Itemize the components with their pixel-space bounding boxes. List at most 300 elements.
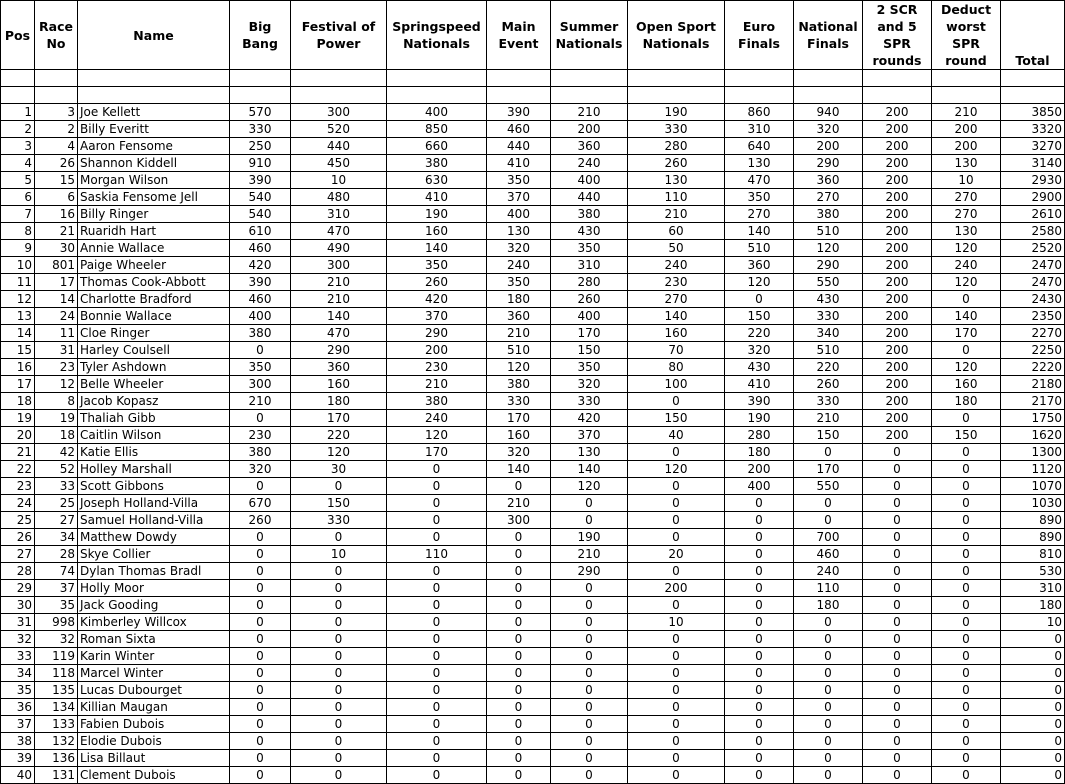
cell-name[interactable]: Roman Sixta — [78, 631, 230, 648]
cell-euro-finals[interactable]: 350 — [725, 189, 794, 206]
cell-race-no[interactable]: 42 — [35, 444, 78, 461]
cell-total[interactable]: 0 — [1001, 750, 1065, 767]
cell-open-sport-nationals[interactable]: 330 — [628, 121, 725, 138]
cell-pos[interactable]: 23 — [1, 478, 35, 495]
cell-euro-finals[interactable]: 310 — [725, 121, 794, 138]
cell-main-event[interactable]: 0 — [487, 648, 551, 665]
blank-cell[interactable] — [78, 70, 230, 87]
cell-big-bang[interactable]: 0 — [230, 631, 291, 648]
cell-deduct-worst[interactable]: 0 — [932, 546, 1001, 563]
blank-cell[interactable] — [230, 87, 291, 104]
cell-festival-of-power[interactable]: 330 — [291, 512, 387, 529]
cell-pos[interactable]: 12 — [1, 291, 35, 308]
cell-name[interactable]: Matthew Dowdy — [78, 529, 230, 546]
cell-main-event[interactable]: 370 — [487, 189, 551, 206]
cell-total[interactable]: 2520 — [1001, 240, 1065, 257]
cell-deduct-worst[interactable]: 0 — [932, 733, 1001, 750]
cell-scr-spr-rounds[interactable]: 200 — [863, 240, 932, 257]
cell-springspeed-nationals[interactable]: 0 — [387, 699, 487, 716]
cell-summer-nationals[interactable]: 240 — [551, 155, 628, 172]
blank-cell[interactable] — [794, 70, 863, 87]
cell-pos[interactable]: 22 — [1, 461, 35, 478]
cell-pos[interactable]: 24 — [1, 495, 35, 512]
cell-race-no[interactable]: 8 — [35, 393, 78, 410]
cell-summer-nationals[interactable]: 420 — [551, 410, 628, 427]
cell-summer-nationals[interactable]: 290 — [551, 563, 628, 580]
blank-cell[interactable] — [863, 70, 932, 87]
cell-main-event[interactable]: 380 — [487, 376, 551, 393]
cell-springspeed-nationals[interactable]: 0 — [387, 665, 487, 682]
cell-pos[interactable]: 25 — [1, 512, 35, 529]
cell-euro-finals[interactable]: 470 — [725, 172, 794, 189]
cell-summer-nationals[interactable]: 0 — [551, 495, 628, 512]
cell-main-event[interactable]: 140 — [487, 461, 551, 478]
cell-deduct-worst[interactable]: 0 — [932, 631, 1001, 648]
cell-euro-finals[interactable]: 0 — [725, 631, 794, 648]
blank-cell[interactable] — [78, 87, 230, 104]
cell-summer-nationals[interactable]: 130 — [551, 444, 628, 461]
cell-open-sport-nationals[interactable]: 0 — [628, 631, 725, 648]
cell-race-no[interactable]: 18 — [35, 427, 78, 444]
cell-big-bang[interactable]: 0 — [230, 648, 291, 665]
cell-national-finals[interactable]: 210 — [794, 410, 863, 427]
cell-deduct-worst[interactable]: 160 — [932, 376, 1001, 393]
cell-festival-of-power[interactable]: 490 — [291, 240, 387, 257]
cell-festival-of-power[interactable]: 300 — [291, 257, 387, 274]
cell-main-event[interactable]: 0 — [487, 580, 551, 597]
cell-national-finals[interactable]: 120 — [794, 240, 863, 257]
cell-open-sport-nationals[interactable]: 70 — [628, 342, 725, 359]
cell-open-sport-nationals[interactable]: 20 — [628, 546, 725, 563]
cell-pos[interactable]: 38 — [1, 733, 35, 750]
cell-race-no[interactable]: 15 — [35, 172, 78, 189]
cell-big-bang[interactable]: 250 — [230, 138, 291, 155]
cell-pos[interactable]: 26 — [1, 529, 35, 546]
cell-name[interactable]: Billy Everitt — [78, 121, 230, 138]
blank-cell[interactable] — [35, 70, 78, 87]
cell-pos[interactable]: 18 — [1, 393, 35, 410]
cell-big-bang[interactable]: 0 — [230, 546, 291, 563]
cell-scr-spr-rounds[interactable]: 200 — [863, 342, 932, 359]
cell-total[interactable]: 2350 — [1001, 308, 1065, 325]
header-springspeed-nationals[interactable]: Springspeed Nationals — [387, 1, 487, 70]
cell-festival-of-power[interactable]: 0 — [291, 478, 387, 495]
cell-scr-spr-rounds[interactable]: 200 — [863, 376, 932, 393]
cell-scr-spr-rounds[interactable]: 200 — [863, 410, 932, 427]
cell-name[interactable]: Elodie Dubois — [78, 733, 230, 750]
cell-race-no[interactable]: 19 — [35, 410, 78, 427]
cell-scr-spr-rounds[interactable]: 0 — [863, 648, 932, 665]
cell-springspeed-nationals[interactable]: 140 — [387, 240, 487, 257]
cell-festival-of-power[interactable]: 310 — [291, 206, 387, 223]
cell-summer-nationals[interactable]: 0 — [551, 665, 628, 682]
cell-open-sport-nationals[interactable]: 110 — [628, 189, 725, 206]
cell-pos[interactable]: 36 — [1, 699, 35, 716]
cell-deduct-worst[interactable]: 0 — [932, 767, 1001, 784]
cell-race-no[interactable]: 21 — [35, 223, 78, 240]
cell-pos[interactable]: 35 — [1, 682, 35, 699]
cell-name[interactable]: Lisa Billaut — [78, 750, 230, 767]
cell-springspeed-nationals[interactable]: 850 — [387, 121, 487, 138]
cell-summer-nationals[interactable]: 350 — [551, 240, 628, 257]
cell-summer-nationals[interactable]: 150 — [551, 342, 628, 359]
cell-big-bang[interactable]: 0 — [230, 733, 291, 750]
cell-summer-nationals[interactable]: 0 — [551, 597, 628, 614]
cell-open-sport-nationals[interactable]: 0 — [628, 529, 725, 546]
cell-pos[interactable]: 4 — [1, 155, 35, 172]
cell-summer-nationals[interactable]: 440 — [551, 189, 628, 206]
cell-deduct-worst[interactable]: 0 — [932, 444, 1001, 461]
cell-pos[interactable]: 28 — [1, 563, 35, 580]
cell-festival-of-power[interactable]: 120 — [291, 444, 387, 461]
cell-race-no[interactable]: 135 — [35, 682, 78, 699]
cell-total[interactable]: 0 — [1001, 682, 1065, 699]
cell-race-no[interactable]: 24 — [35, 308, 78, 325]
cell-festival-of-power[interactable]: 0 — [291, 597, 387, 614]
cell-euro-finals[interactable]: 410 — [725, 376, 794, 393]
cell-total[interactable]: 530 — [1001, 563, 1065, 580]
blank-cell[interactable] — [230, 70, 291, 87]
cell-total[interactable]: 2180 — [1001, 376, 1065, 393]
cell-big-bang[interactable]: 320 — [230, 461, 291, 478]
cell-total[interactable]: 2220 — [1001, 359, 1065, 376]
cell-open-sport-nationals[interactable]: 0 — [628, 393, 725, 410]
cell-big-bang[interactable]: 610 — [230, 223, 291, 240]
cell-race-no[interactable]: 52 — [35, 461, 78, 478]
cell-main-event[interactable]: 180 — [487, 291, 551, 308]
cell-national-finals[interactable]: 270 — [794, 189, 863, 206]
cell-open-sport-nationals[interactable]: 0 — [628, 648, 725, 665]
cell-main-event[interactable]: 0 — [487, 631, 551, 648]
blank-cell[interactable] — [387, 87, 487, 104]
cell-pos[interactable]: 27 — [1, 546, 35, 563]
cell-open-sport-nationals[interactable]: 0 — [628, 444, 725, 461]
cell-race-no[interactable]: 17 — [35, 274, 78, 291]
cell-name[interactable]: Morgan Wilson — [78, 172, 230, 189]
cell-deduct-worst[interactable]: 0 — [932, 597, 1001, 614]
cell-summer-nationals[interactable]: 260 — [551, 291, 628, 308]
cell-summer-nationals[interactable]: 330 — [551, 393, 628, 410]
cell-big-bang[interactable]: 260 — [230, 512, 291, 529]
cell-national-finals[interactable]: 220 — [794, 359, 863, 376]
cell-pos[interactable]: 37 — [1, 716, 35, 733]
header-big-bang[interactable]: Big Bang — [230, 1, 291, 70]
cell-total[interactable]: 2580 — [1001, 223, 1065, 240]
cell-big-bang[interactable]: 0 — [230, 410, 291, 427]
cell-festival-of-power[interactable]: 300 — [291, 104, 387, 121]
cell-deduct-worst[interactable]: 0 — [932, 512, 1001, 529]
cell-euro-finals[interactable]: 150 — [725, 308, 794, 325]
cell-name[interactable]: Samuel Holland-Villa — [78, 512, 230, 529]
cell-springspeed-nationals[interactable]: 0 — [387, 461, 487, 478]
cell-deduct-worst[interactable]: 0 — [932, 614, 1001, 631]
header-pos[interactable]: Pos — [1, 1, 35, 70]
cell-summer-nationals[interactable]: 0 — [551, 648, 628, 665]
cell-main-event[interactable]: 0 — [487, 614, 551, 631]
cell-deduct-worst[interactable]: 0 — [932, 495, 1001, 512]
blank-cell[interactable] — [1001, 70, 1065, 87]
cell-total[interactable]: 0 — [1001, 716, 1065, 733]
cell-race-no[interactable]: 136 — [35, 750, 78, 767]
cell-festival-of-power[interactable]: 440 — [291, 138, 387, 155]
cell-pos[interactable]: 39 — [1, 750, 35, 767]
cell-big-bang[interactable]: 0 — [230, 342, 291, 359]
cell-festival-of-power[interactable]: 0 — [291, 716, 387, 733]
cell-name[interactable]: Holley Marshall — [78, 461, 230, 478]
cell-scr-spr-rounds[interactable]: 200 — [863, 121, 932, 138]
cell-big-bang[interactable]: 0 — [230, 699, 291, 716]
cell-scr-spr-rounds[interactable]: 200 — [863, 172, 932, 189]
cell-euro-finals[interactable]: 0 — [725, 614, 794, 631]
cell-deduct-worst[interactable]: 0 — [932, 291, 1001, 308]
cell-deduct-worst[interactable]: 0 — [932, 461, 1001, 478]
cell-open-sport-nationals[interactable]: 260 — [628, 155, 725, 172]
cell-festival-of-power[interactable]: 290 — [291, 342, 387, 359]
cell-national-finals[interactable]: 0 — [794, 699, 863, 716]
cell-main-event[interactable]: 0 — [487, 767, 551, 784]
cell-festival-of-power[interactable]: 520 — [291, 121, 387, 138]
cell-deduct-worst[interactable]: 130 — [932, 223, 1001, 240]
cell-name[interactable]: Paige Wheeler — [78, 257, 230, 274]
cell-name[interactable]: Saskia Fensome Jell — [78, 189, 230, 206]
blank-cell[interactable] — [487, 87, 551, 104]
cell-springspeed-nationals[interactable]: 230 — [387, 359, 487, 376]
cell-race-no[interactable]: 4 — [35, 138, 78, 155]
cell-springspeed-nationals[interactable]: 210 — [387, 376, 487, 393]
cell-open-sport-nationals[interactable]: 190 — [628, 104, 725, 121]
cell-euro-finals[interactable]: 0 — [725, 512, 794, 529]
cell-pos[interactable]: 29 — [1, 580, 35, 597]
cell-scr-spr-rounds[interactable]: 200 — [863, 257, 932, 274]
cell-euro-finals[interactable]: 220 — [725, 325, 794, 342]
cell-main-event[interactable]: 300 — [487, 512, 551, 529]
cell-total[interactable]: 3320 — [1001, 121, 1065, 138]
cell-open-sport-nationals[interactable]: 10 — [628, 614, 725, 631]
cell-national-finals[interactable]: 510 — [794, 342, 863, 359]
cell-scr-spr-rounds[interactable]: 0 — [863, 733, 932, 750]
cell-scr-spr-rounds[interactable]: 200 — [863, 325, 932, 342]
cell-euro-finals[interactable]: 280 — [725, 427, 794, 444]
cell-race-no[interactable]: 30 — [35, 240, 78, 257]
cell-scr-spr-rounds[interactable]: 200 — [863, 359, 932, 376]
cell-springspeed-nationals[interactable]: 0 — [387, 512, 487, 529]
cell-scr-spr-rounds[interactable]: 0 — [863, 750, 932, 767]
cell-summer-nationals[interactable]: 0 — [551, 580, 628, 597]
cell-springspeed-nationals[interactable]: 0 — [387, 648, 487, 665]
cell-pos[interactable]: 11 — [1, 274, 35, 291]
cell-scr-spr-rounds[interactable]: 0 — [863, 614, 932, 631]
cell-name[interactable]: Fabien Dubois — [78, 716, 230, 733]
cell-national-finals[interactable]: 150 — [794, 427, 863, 444]
cell-euro-finals[interactable]: 0 — [725, 529, 794, 546]
cell-springspeed-nationals[interactable]: 0 — [387, 563, 487, 580]
cell-springspeed-nationals[interactable]: 0 — [387, 478, 487, 495]
cell-name[interactable]: Thaliah Gibb — [78, 410, 230, 427]
cell-springspeed-nationals[interactable]: 170 — [387, 444, 487, 461]
cell-scr-spr-rounds[interactable]: 200 — [863, 308, 932, 325]
cell-open-sport-nationals[interactable]: 0 — [628, 512, 725, 529]
cell-deduct-worst[interactable]: 200 — [932, 121, 1001, 138]
cell-big-bang[interactable]: 0 — [230, 767, 291, 784]
cell-deduct-worst[interactable]: 120 — [932, 359, 1001, 376]
cell-deduct-worst[interactable]: 0 — [932, 716, 1001, 733]
cell-euro-finals[interactable]: 0 — [725, 750, 794, 767]
cell-scr-spr-rounds[interactable]: 200 — [863, 206, 932, 223]
cell-euro-finals[interactable]: 0 — [725, 733, 794, 750]
header-summer-nationals[interactable]: Summer Nationals — [551, 1, 628, 70]
cell-big-bang[interactable]: 380 — [230, 444, 291, 461]
cell-deduct-worst[interactable]: 0 — [932, 580, 1001, 597]
cell-pos[interactable]: 6 — [1, 189, 35, 206]
cell-scr-spr-rounds[interactable]: 200 — [863, 393, 932, 410]
cell-big-bang[interactable]: 460 — [230, 240, 291, 257]
cell-springspeed-nationals[interactable]: 660 — [387, 138, 487, 155]
cell-big-bang[interactable]: 910 — [230, 155, 291, 172]
cell-euro-finals[interactable]: 0 — [725, 665, 794, 682]
cell-summer-nationals[interactable]: 280 — [551, 274, 628, 291]
cell-springspeed-nationals[interactable]: 290 — [387, 325, 487, 342]
cell-name[interactable]: Joe Kellett — [78, 104, 230, 121]
cell-national-finals[interactable]: 330 — [794, 393, 863, 410]
cell-euro-finals[interactable]: 360 — [725, 257, 794, 274]
cell-total[interactable]: 890 — [1001, 512, 1065, 529]
cell-national-finals[interactable]: 430 — [794, 291, 863, 308]
cell-springspeed-nationals[interactable]: 350 — [387, 257, 487, 274]
cell-total[interactable]: 2900 — [1001, 189, 1065, 206]
header-name[interactable]: Name — [78, 1, 230, 70]
cell-open-sport-nationals[interactable]: 0 — [628, 478, 725, 495]
cell-main-event[interactable]: 210 — [487, 325, 551, 342]
cell-festival-of-power[interactable]: 0 — [291, 563, 387, 580]
cell-scr-spr-rounds[interactable]: 200 — [863, 104, 932, 121]
cell-name[interactable]: Caitlin Wilson — [78, 427, 230, 444]
cell-springspeed-nationals[interactable]: 0 — [387, 767, 487, 784]
cell-festival-of-power[interactable]: 0 — [291, 699, 387, 716]
header-main-event[interactable]: Main Event — [487, 1, 551, 70]
cell-euro-finals[interactable]: 640 — [725, 138, 794, 155]
cell-race-no[interactable]: 23 — [35, 359, 78, 376]
cell-main-event[interactable]: 120 — [487, 359, 551, 376]
cell-name[interactable]: Tyler Ashdown — [78, 359, 230, 376]
blank-cell[interactable] — [863, 87, 932, 104]
cell-big-bang[interactable]: 540 — [230, 206, 291, 223]
cell-deduct-worst[interactable]: 10 — [932, 172, 1001, 189]
blank-cell[interactable] — [487, 70, 551, 87]
cell-main-event[interactable]: 0 — [487, 665, 551, 682]
cell-national-finals[interactable]: 510 — [794, 223, 863, 240]
cell-open-sport-nationals[interactable]: 0 — [628, 665, 725, 682]
cell-main-event[interactable]: 410 — [487, 155, 551, 172]
cell-summer-nationals[interactable]: 0 — [551, 767, 628, 784]
cell-festival-of-power[interactable]: 210 — [291, 291, 387, 308]
cell-deduct-worst[interactable]: 0 — [932, 478, 1001, 495]
cell-name[interactable]: Lucas Dubourget — [78, 682, 230, 699]
cell-open-sport-nationals[interactable]: 40 — [628, 427, 725, 444]
cell-summer-nationals[interactable]: 0 — [551, 512, 628, 529]
cell-national-finals[interactable]: 0 — [794, 444, 863, 461]
cell-name[interactable]: Joseph Holland-Villa — [78, 495, 230, 512]
cell-main-event[interactable]: 170 — [487, 410, 551, 427]
cell-springspeed-nationals[interactable]: 380 — [387, 155, 487, 172]
cell-euro-finals[interactable]: 0 — [725, 291, 794, 308]
cell-total[interactable]: 2270 — [1001, 325, 1065, 342]
cell-main-event[interactable]: 0 — [487, 699, 551, 716]
cell-main-event[interactable]: 0 — [487, 546, 551, 563]
header-total[interactable]: Total — [1001, 1, 1065, 70]
cell-main-event[interactable]: 0 — [487, 733, 551, 750]
cell-name[interactable]: Skye Collier — [78, 546, 230, 563]
cell-big-bang[interactable]: 670 — [230, 495, 291, 512]
cell-open-sport-nationals[interactable]: 280 — [628, 138, 725, 155]
cell-springspeed-nationals[interactable]: 410 — [387, 189, 487, 206]
cell-pos[interactable]: 30 — [1, 597, 35, 614]
cell-race-no[interactable]: 801 — [35, 257, 78, 274]
cell-name[interactable]: Billy Ringer — [78, 206, 230, 223]
header-scr-spr-rounds[interactable]: 2 SCR and 5 SPR rounds — [863, 1, 932, 70]
cell-big-bang[interactable]: 390 — [230, 172, 291, 189]
cell-summer-nationals[interactable]: 370 — [551, 427, 628, 444]
cell-open-sport-nationals[interactable]: 160 — [628, 325, 725, 342]
cell-festival-of-power[interactable]: 0 — [291, 648, 387, 665]
cell-euro-finals[interactable]: 0 — [725, 716, 794, 733]
cell-big-bang[interactable]: 0 — [230, 614, 291, 631]
header-open-sport-nationals[interactable]: Open Sport Nationals — [628, 1, 725, 70]
blank-cell[interactable] — [725, 70, 794, 87]
cell-summer-nationals[interactable]: 310 — [551, 257, 628, 274]
cell-national-finals[interactable]: 460 — [794, 546, 863, 563]
cell-springspeed-nationals[interactable]: 0 — [387, 495, 487, 512]
cell-national-finals[interactable]: 0 — [794, 512, 863, 529]
cell-pos[interactable]: 5 — [1, 172, 35, 189]
cell-festival-of-power[interactable]: 150 — [291, 495, 387, 512]
cell-scr-spr-rounds[interactable]: 200 — [863, 138, 932, 155]
cell-total[interactable]: 2250 — [1001, 342, 1065, 359]
cell-scr-spr-rounds[interactable]: 200 — [863, 189, 932, 206]
cell-deduct-worst[interactable]: 240 — [932, 257, 1001, 274]
cell-main-event[interactable]: 330 — [487, 393, 551, 410]
cell-deduct-worst[interactable]: 0 — [932, 750, 1001, 767]
cell-national-finals[interactable]: 0 — [794, 682, 863, 699]
cell-total[interactable]: 3850 — [1001, 104, 1065, 121]
cell-pos[interactable]: 15 — [1, 342, 35, 359]
cell-summer-nationals[interactable]: 0 — [551, 733, 628, 750]
cell-springspeed-nationals[interactable]: 420 — [387, 291, 487, 308]
blank-cell[interactable] — [932, 70, 1001, 87]
cell-big-bang[interactable]: 390 — [230, 274, 291, 291]
cell-main-event[interactable]: 510 — [487, 342, 551, 359]
cell-summer-nationals[interactable]: 0 — [551, 631, 628, 648]
cell-pos[interactable]: 19 — [1, 410, 35, 427]
cell-big-bang[interactable]: 420 — [230, 257, 291, 274]
cell-main-event[interactable]: 130 — [487, 223, 551, 240]
cell-big-bang[interactable]: 350 — [230, 359, 291, 376]
cell-springspeed-nationals[interactable]: 400 — [387, 104, 487, 121]
header-euro-finals[interactable]: Euro Finals — [725, 1, 794, 70]
cell-open-sport-nationals[interactable]: 0 — [628, 495, 725, 512]
cell-scr-spr-rounds[interactable]: 0 — [863, 767, 932, 784]
cell-national-finals[interactable]: 320 — [794, 121, 863, 138]
cell-main-event[interactable]: 440 — [487, 138, 551, 155]
cell-big-bang[interactable]: 330 — [230, 121, 291, 138]
cell-race-no[interactable]: 31 — [35, 342, 78, 359]
cell-scr-spr-rounds[interactable]: 0 — [863, 512, 932, 529]
cell-race-no[interactable]: 6 — [35, 189, 78, 206]
cell-name[interactable]: Charlotte Bradford — [78, 291, 230, 308]
cell-name[interactable]: Aaron Fensome — [78, 138, 230, 155]
cell-summer-nationals[interactable]: 320 — [551, 376, 628, 393]
cell-big-bang[interactable]: 570 — [230, 104, 291, 121]
cell-festival-of-power[interactable]: 210 — [291, 274, 387, 291]
